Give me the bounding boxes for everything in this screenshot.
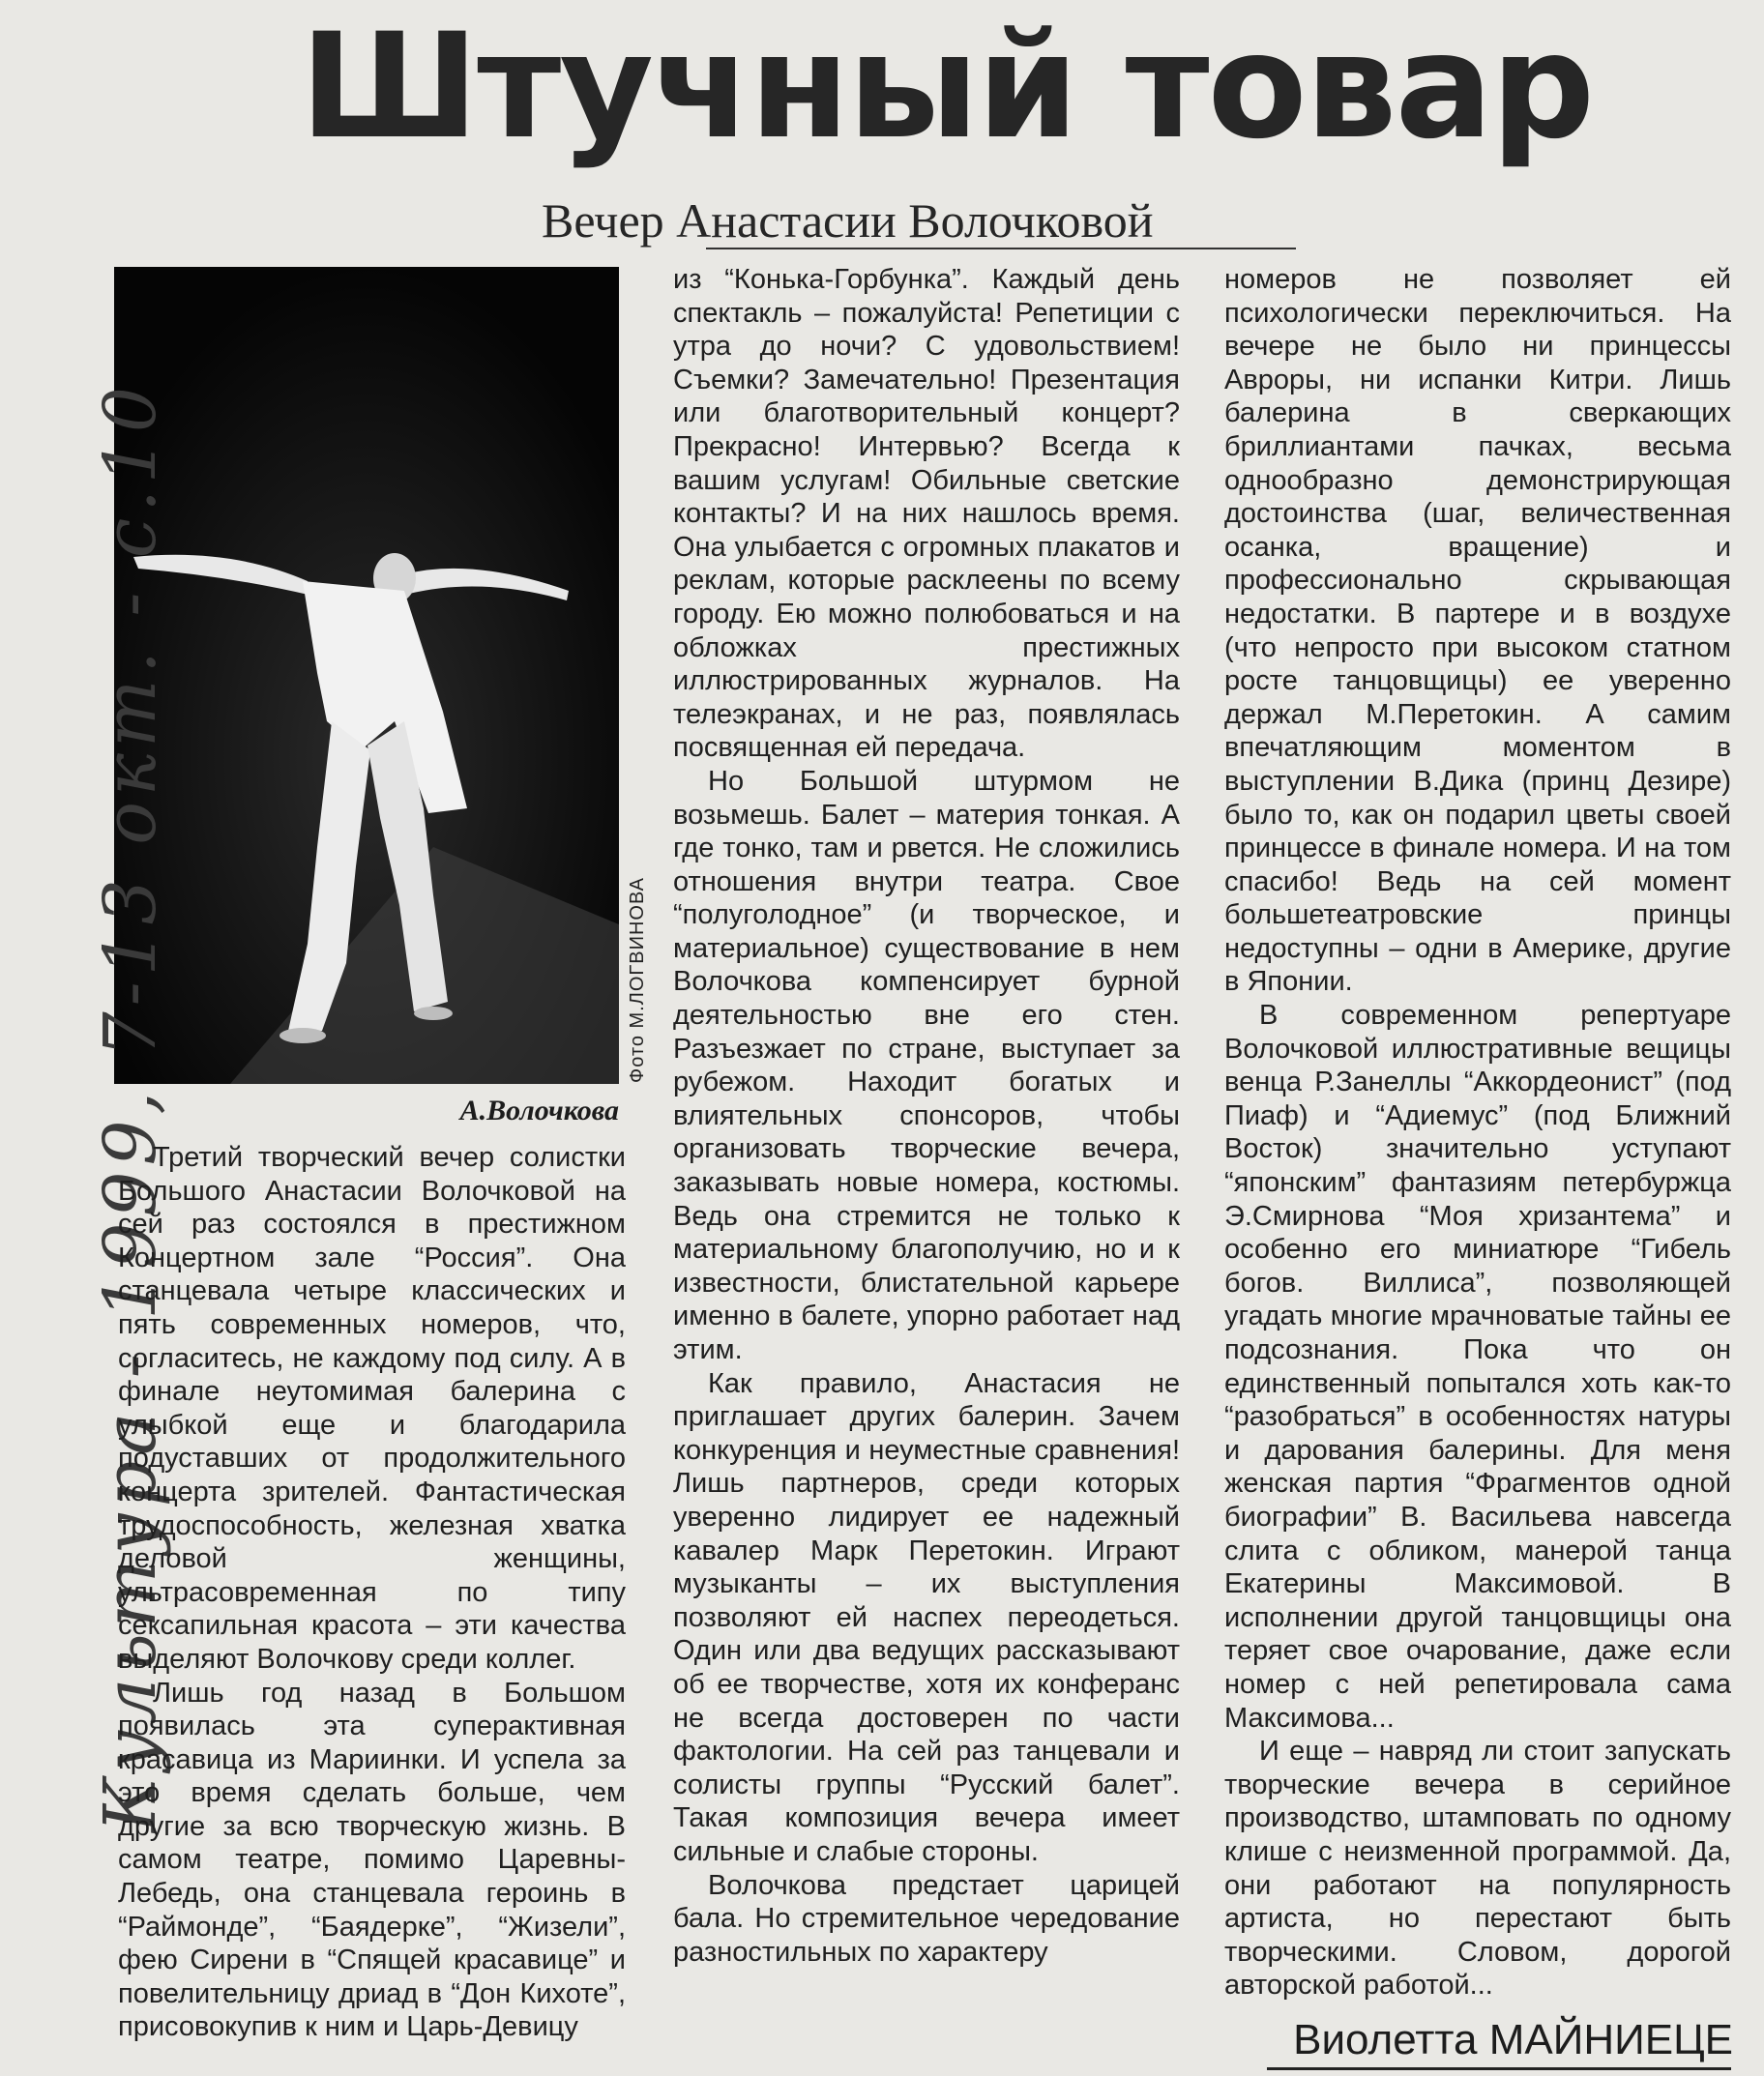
- photo-caption: А.Волочкова: [459, 1095, 619, 1126]
- subtitle-underline: [706, 248, 1296, 249]
- article-column-1: [118, 1141, 626, 2069]
- photo-credit: Фото М.ЛОГВИНОВА: [627, 877, 648, 1083]
- paragraph: Но Большой штурмом не возьмешь. Балет – материя тонкая. А где тонко, там и рвется. Не сложились отношения внутри театра. Свое “полуголодное” (и творческое, и материальное) существование в нем Волочкова компенсирует бурной деятельностью вне его стен. Разъезжает по стране, выступает за рубежом. Находит богатых и влиятельных спонсоров, чтобы организовать творческие вечера, заказывать новые номера, костюмы. Ведь она стремится не только к материальному благополучию, но и к известности, блистательной карьере именно в балете, упорно работает над этим.: [673, 765, 1180, 1365]
- paragraph: Третий творческий вечер солистки Большого Анастасии Волочковой на сей раз состоялся в престижном Концертном зале “Россия”. Она станцевала четыре классических и пять современных номеров, что, согласитесь, не каждому под силу. А в финале неутомимая балерина с улыбкой еще и благодарила подуставших от продолжительного концерта зрителей. Фантастическая трудоспособность, железная хватка деловой женщины, ультрасовременная по типу сексапильная красота – эти качества выделяют Волочкову среди коллег.: [118, 1142, 626, 1675]
- paragraph: И еще – навряд ли стоит запускать творческие вечера в серийное производство, штамповать по одному клише с неизменной программой. Да, они работают на популярность артиста, но перестают быть творческими. Словом, дорогой авторской работой...: [1224, 1736, 1731, 2002]
- headline: Штучный товар: [300, 3, 1594, 171]
- paragraph: Волочкова предстает царицей бала. Но стремительное чередование разностильных по характеру: [673, 1869, 1180, 1968]
- dancer-photo: [114, 267, 619, 1084]
- author-byline: Виолетта МАЙНИЕЦЕ: [1293, 2016, 1733, 2063]
- paragraph: из “Конька-Горбунка”. Каждый день спектакль – пожалуйста! Репетиции с утра до ночи? С удовольствием! Съемки? Замечательно! Презентация или благотворительный концерт? Прекрасно! Интервью? Всегда к вашим услугам! Обильные светские контакты? И на них нашлось время. Она улыбается с огромных плакатов и реклам, которые расклеены по всему городу. Ею можно полюбоваться и на обложках престижных иллюстрированных журналов. На телеэкранах, и не раз, появлялась посвященная ей передача.: [673, 264, 1180, 764]
- paragraph: Как правило, Анастасия не приглашает других балерин. Зачем конкуренция и неуместные сравнения! Лишь партнеров, среди которых уверенно лидирует ее надежный кавалер Марк Перетокин. Играют музыканты – их выступления позволяют ей наспех переодеться. Один или два ведущих рассказывают об ее творчестве, хотя их конферанс не всегда достоверен по части фактологии. На сей раз танцевали и солисты группы “Русский балет”. Такая композиция вечера имеет сильные и слабые стороны.: [673, 1367, 1180, 1867]
- paragraph: В современном репертуаре Волочковой иллюстративные вещицы венца Р.Занеллы “Аккордеонист” (под Пиаф) и “Адиемус” (под Ближний Восток) значительно уступают “японским” фантазиям петербуржца Э.Смирнова “Моя хризантема” и особенно его миниатюре “Гибель богов. Виллиса”, позволяющей угадать многие мрачноватые тайны ее подсознания. Пока что он единственный попытался хоть как-то “разобраться” в особенностях натуры и дарования балерины. Для меня женская партия “Фрагментов одной биографии” В. Васильева навсегда слита с обликом, манерой танца Екатерины Максимовой. В исполнении другой танцовщицы она теряет свое очарование, даже если номер с ней репетировала сама Максимова...: [1224, 1000, 1731, 1734]
- subtitle: Вечер Анастасии Волочковой: [542, 193, 1154, 248]
- article-column-2: [673, 263, 1180, 2076]
- article-column-3: [1224, 263, 1731, 2002]
- byline-underline: [1267, 2067, 1731, 2070]
- dancer-figure-illustration: [114, 267, 619, 1084]
- handwritten-note: Культура - 1999, 7-13 окт. - с.10: [89, 381, 172, 1832]
- paragraph: номеров не позволяет ей психологически переключиться. На вечере не было ни принцессы Авроры, ни испанки Китри. Лишь балерина в сверкающих бриллиантами пачках, весьма однообразно демонстрирующая достоинства (шаг, величественная осанка, вращение) и профессионально скрывающая недостатки. В партере и в воздухе (что непросто при высоком статном росте танцовщицы) ее уверенно держал М.Перетокин. А самим впечатляющим моментом в выступлении В.Дика (принц Дезире) было то, как он подарил цветы своей принцессе в финале номера. И на том спасибо! Ведь на сей момент большетеатровские принцы недоступны – одни в Америке, другие в Японии.: [1224, 264, 1731, 998]
- paragraph: Лишь год назад в Большом появилась эта суперактивная красавица из Мариинки. И успела за это время сделать больше, чем другие за всю творческую жизнь. В самом театре, помимо Царевны-Лебедь, она станцевала героинь в “Раймонде”, “Баядерке”, “Жизели”, фею Сирени в “Спящей красавице” и повелительницу дриад в “Дон Кихоте”, присовокупив к ним и Царь-Девицу: [118, 1677, 626, 2043]
